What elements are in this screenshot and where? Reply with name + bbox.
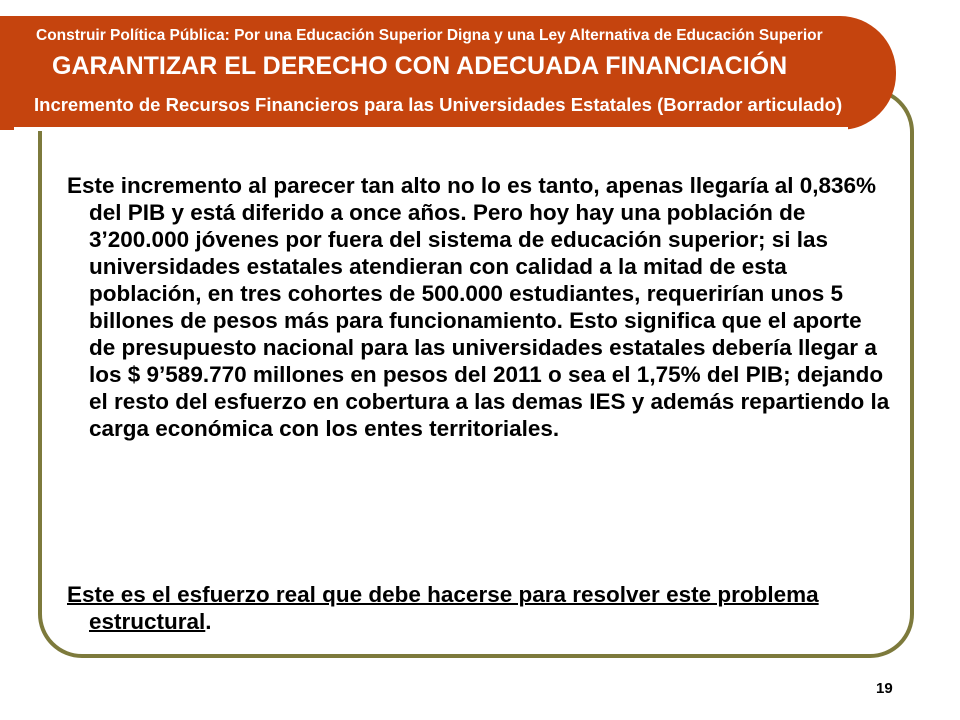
- slide-title: GARANTIZAR EL DERECHO CON ADECUADA FINANCIACIÓN: [52, 52, 788, 80]
- body-paragraph-2: [67, 581, 892, 635]
- paragraph-2-period: .: [205, 609, 212, 634]
- body-paragraph-1: Este incremento al parecer tan alto no lo es tanto, apenas llegaría al 0,836% del PIB y está diferido a once años. Pero hoy hay una población de 3’200.000 jóvenes por fuera del sistema de educación superior; si las universidades estatales atendieran con calidad a la mitad de esta población, en tres cohortes de 500.000 estudiantes, requerirían unos 5 billones de pesos más para funcionamiento. Esto significa que el aporte de presupuesto nacional para las universidades estatales debería llegar a los $ 9’589.770 millones en pesos del 2011 o sea el 1,75% del PIB; dejando el resto del esfuerzo en cobertura a las demas IES y además repartiendo la carga económica con los entes territoriales.: [67, 173, 890, 441]
- emphasized-conclusion: Este es el esfuerzo real que debe hacerse para resolver este problema estructural: [67, 582, 819, 634]
- header-supertitle: Construir Política Pública: Por una Educación Superior Digna y una Ley Alternativa de Educación Superior: [36, 27, 823, 44]
- header-underline: [14, 127, 848, 131]
- page-number: 19: [876, 680, 893, 697]
- slide-subtitle: Incremento de Recursos Financieros para las Universidades Estatales (Borrador articulado): [34, 94, 843, 115]
